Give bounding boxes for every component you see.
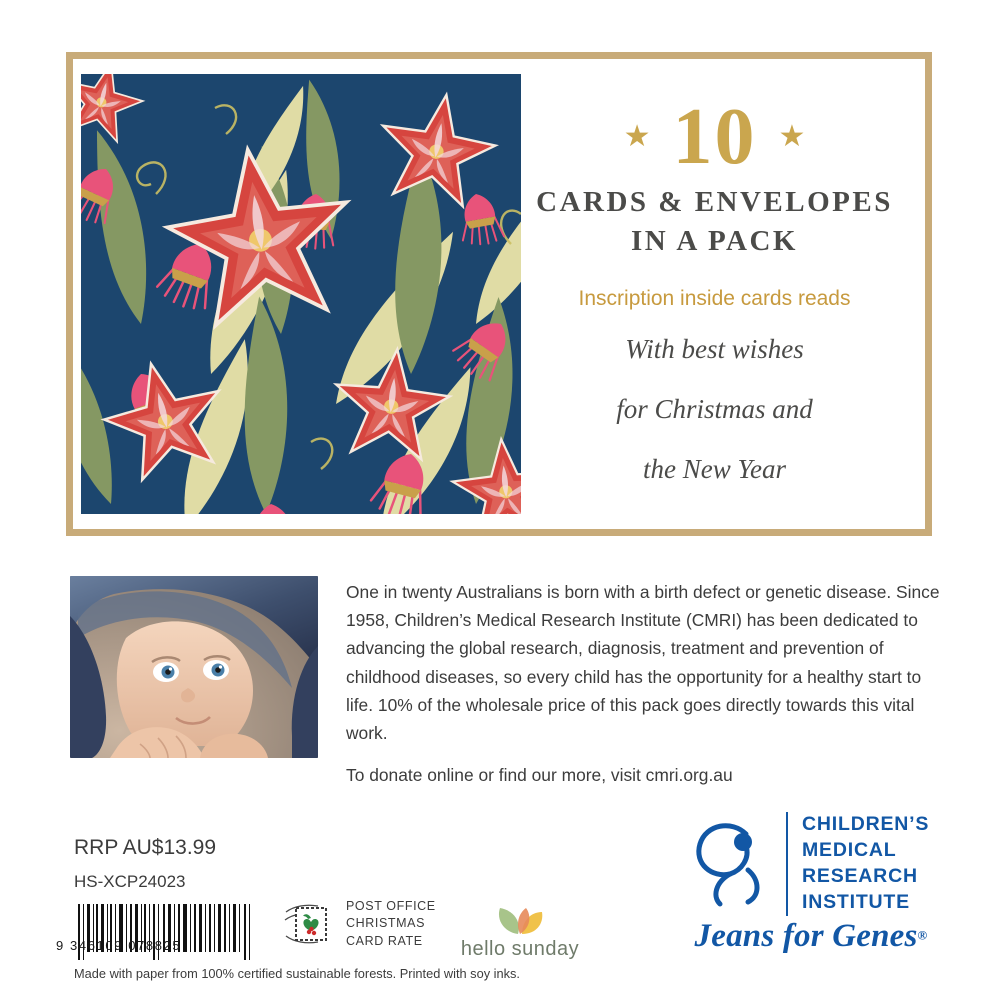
hero-panel bbox=[66, 52, 932, 536]
christmas-stamp-icon bbox=[284, 898, 336, 950]
inscription-line-2: for Christmas and bbox=[616, 394, 813, 425]
inscription-label: Inscription inside cards reads bbox=[578, 287, 851, 311]
cmri-logo bbox=[686, 812, 929, 916]
cmri-monogram-icon bbox=[686, 812, 772, 908]
stamp-line-3: CARD RATE bbox=[346, 933, 423, 948]
pack-count: 10 bbox=[672, 93, 757, 182]
post-office-rate-block bbox=[284, 898, 436, 950]
charity-copy bbox=[346, 578, 946, 789]
charity-paragraph-2: To donate online or find our more, visit cmri.org.au bbox=[346, 765, 733, 786]
inscription-line-3: the New Year bbox=[642, 454, 786, 485]
pack-count-row bbox=[623, 93, 806, 182]
rrp-price: RRP AU$13.99 bbox=[74, 836, 217, 859]
star-icon: ★ bbox=[778, 120, 806, 154]
cards-envelopes-line-2: IN A PACK bbox=[631, 225, 798, 258]
registered-mark: ® bbox=[917, 927, 928, 943]
sustainability-note: Made with paper from 100% certified sustainable forests. Printed with soy inks. bbox=[74, 966, 520, 981]
hello-sunday-logo bbox=[440, 896, 600, 961]
jeans-for-genes-logo bbox=[688, 918, 934, 955]
artwork-container bbox=[73, 59, 528, 529]
hello-sunday-wordmark: hello sunday bbox=[460, 938, 580, 960]
cmri-wordmark bbox=[786, 812, 929, 916]
hello-sunday-leaf-icon bbox=[460, 896, 580, 938]
jeans-for-genes-wordmark: Jeans for Genes bbox=[694, 918, 918, 954]
charity-paragraph-1: One in twenty Australians is born with a birth defect or genetic disease. Since 1958, Children’s Medical Research Institute (CMRI) has been dedicated to advancing the global research, diagnosis, treatment and prevention of childhood diseases, so every child has the opportunity for a healthy start to life. 10% of the wholesale price of this pack goes directly towards this vital work. bbox=[346, 582, 940, 743]
inscription-line-1: With best wishes bbox=[625, 334, 804, 365]
baby-photo-svg bbox=[70, 576, 318, 758]
barcode-digits: 9 346109 078825 bbox=[56, 938, 182, 953]
pack-details bbox=[528, 59, 925, 529]
cmri-line-2: MEDICAL bbox=[802, 838, 897, 861]
cmri-line-3: RESEARCH bbox=[802, 864, 918, 887]
cmri-line-4: INSTITUTE bbox=[802, 890, 910, 913]
cmri-line-1: CHILDREN’S bbox=[802, 813, 930, 835]
sku-code: HS-XCP24023 bbox=[74, 872, 186, 891]
stamp-line-1: POST OFFICE bbox=[346, 899, 436, 914]
stamp-line-2: CHRISTMAS bbox=[346, 916, 426, 931]
gum-blossom-star-pattern-artwork bbox=[81, 74, 521, 514]
star-icon: ★ bbox=[623, 120, 651, 154]
baby-photo bbox=[70, 576, 318, 758]
artwork-svg bbox=[81, 74, 521, 514]
post-rate-text bbox=[346, 898, 436, 950]
cards-envelopes-line-1: CARDS & ENVELOPES bbox=[536, 186, 893, 219]
